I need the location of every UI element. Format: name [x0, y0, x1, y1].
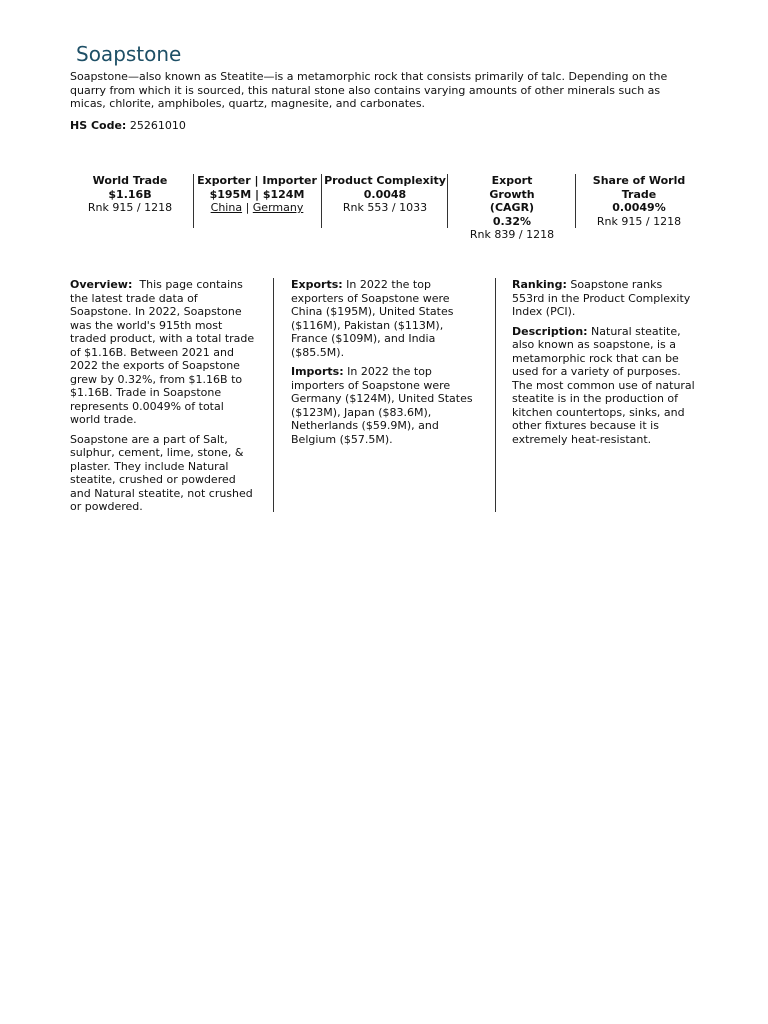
overview-paragraph: [70, 278, 256, 427]
ranking-column: [512, 278, 696, 452]
stat-exporter-importer: [193, 174, 320, 228]
top-exporter-link[interactable]: China: [210, 201, 243, 214]
description-label: Description:: [512, 324, 588, 338]
stat-export-growth-rank: Rnk 839 / 1218: [469, 228, 555, 241]
stat-share-world-trade-rank: Rnk 915 / 1218: [596, 214, 682, 228]
exports-label: Exports:: [291, 278, 343, 291]
exports-paragraph: [291, 278, 481, 359]
overview-label: Overview:: [70, 278, 133, 291]
stat-world-trade-rank: Rnk 915 / 1218: [87, 201, 173, 214]
column-divider: [273, 278, 274, 512]
stat-world-trade-label: World Trade: [92, 174, 168, 187]
page-title: Soapstone: [76, 42, 182, 66]
description-paragraph: [512, 325, 696, 447]
stat-product-complexity-rank: Rnk 553 / 1033: [342, 201, 428, 214]
stat-product-complexity: [321, 174, 448, 228]
column-divider: [495, 278, 496, 512]
hs-code-label: HS Code:: [70, 118, 127, 132]
overview-column: [70, 278, 256, 520]
stat-exporter-importer-label: Exporter | Importer: [197, 174, 317, 187]
hs-code: [70, 119, 698, 133]
stat-exporter-importer-value: $195M | $124M: [209, 187, 305, 201]
hs-code-value: 25261010: [129, 118, 186, 132]
top-importer-link[interactable]: Germany: [252, 201, 304, 214]
stat-export-growth-value: 0.32%: [492, 214, 532, 228]
stat-world-trade: [78, 174, 182, 215]
overview-text: This page contains the latest trade data of Soapstone. In 2022, Soapstone was the world's 915th most traded product, with a total trade of $1.16B. Between 2021 and 2022 the exports of Soapstone grew by 0.32%, from $1.16B to $1.16B. Trade in Soapstone represents 0.0049% of total world trade.: [70, 278, 255, 426]
stat-share-world-trade: [575, 174, 702, 228]
stat-share-world-trade-label: Share of World Trade: [592, 174, 686, 201]
imports-text: In 2022 the top importers of Soapstone were Germany ($124M), United States ($123M), Japan ($83.6M), Netherlands ($59.9M), and Belgium ($57.5M).: [291, 365, 473, 446]
trade-column: [291, 278, 481, 452]
imports-label: Imports:: [291, 365, 344, 378]
stat-product-complexity-value: 0.0048: [363, 187, 407, 201]
stat-export-growth-label: Export Growth (CAGR): [489, 174, 535, 214]
ranking-paragraph: [512, 278, 696, 319]
stat-product-complexity-label: Product Complexity: [324, 174, 446, 187]
link-separator: |: [245, 201, 250, 214]
exports-text: In 2022 the top exporters of Soapstone were China ($195M), United States ($116M), Pakistan ($113M), France ($109M), and India ($85.5M).: [291, 278, 454, 359]
stat-world-trade-value: $1.16B: [108, 187, 152, 201]
stats-bar: [70, 174, 698, 241]
ranking-text: Soapstone ranks 553rd in the Product Complexity Index (PCI).: [512, 278, 691, 318]
page: [70, 40, 698, 513]
stat-export-growth: [447, 174, 576, 241]
imports-paragraph: [291, 365, 481, 446]
stat-share-world-trade-value: 0.0049%: [612, 201, 666, 214]
description-text: Natural steatite, also known as soapstone, is a metamorphic rock that can be used for a variety of purposes. The most common use of natural steatite is in the production of kitchen countertops, sinks, and other fixtures because it is extremely heat-resistant.: [512, 324, 695, 446]
ranking-label: Ranking:: [512, 278, 567, 291]
overview-category-paragraph: Soapstone are a part of Salt, sulphur, cement, lime, stone, & plaster. They include Natural steatite, crushed or powdered and Natural steatite, not crushed or powdered.: [70, 432, 253, 513]
intro-paragraph: Soapstone—also known as Steatite—is a metamorphic rock that consists primarily of talc. Depending on the quarry from which it is sourced, this natural stone also contains varying amounts of other minerals such as micas, chlorite, amphiboles, quartz, magnesite, and carbonates.: [70, 70, 668, 110]
stat-exporter-importer-links: [194, 201, 320, 215]
